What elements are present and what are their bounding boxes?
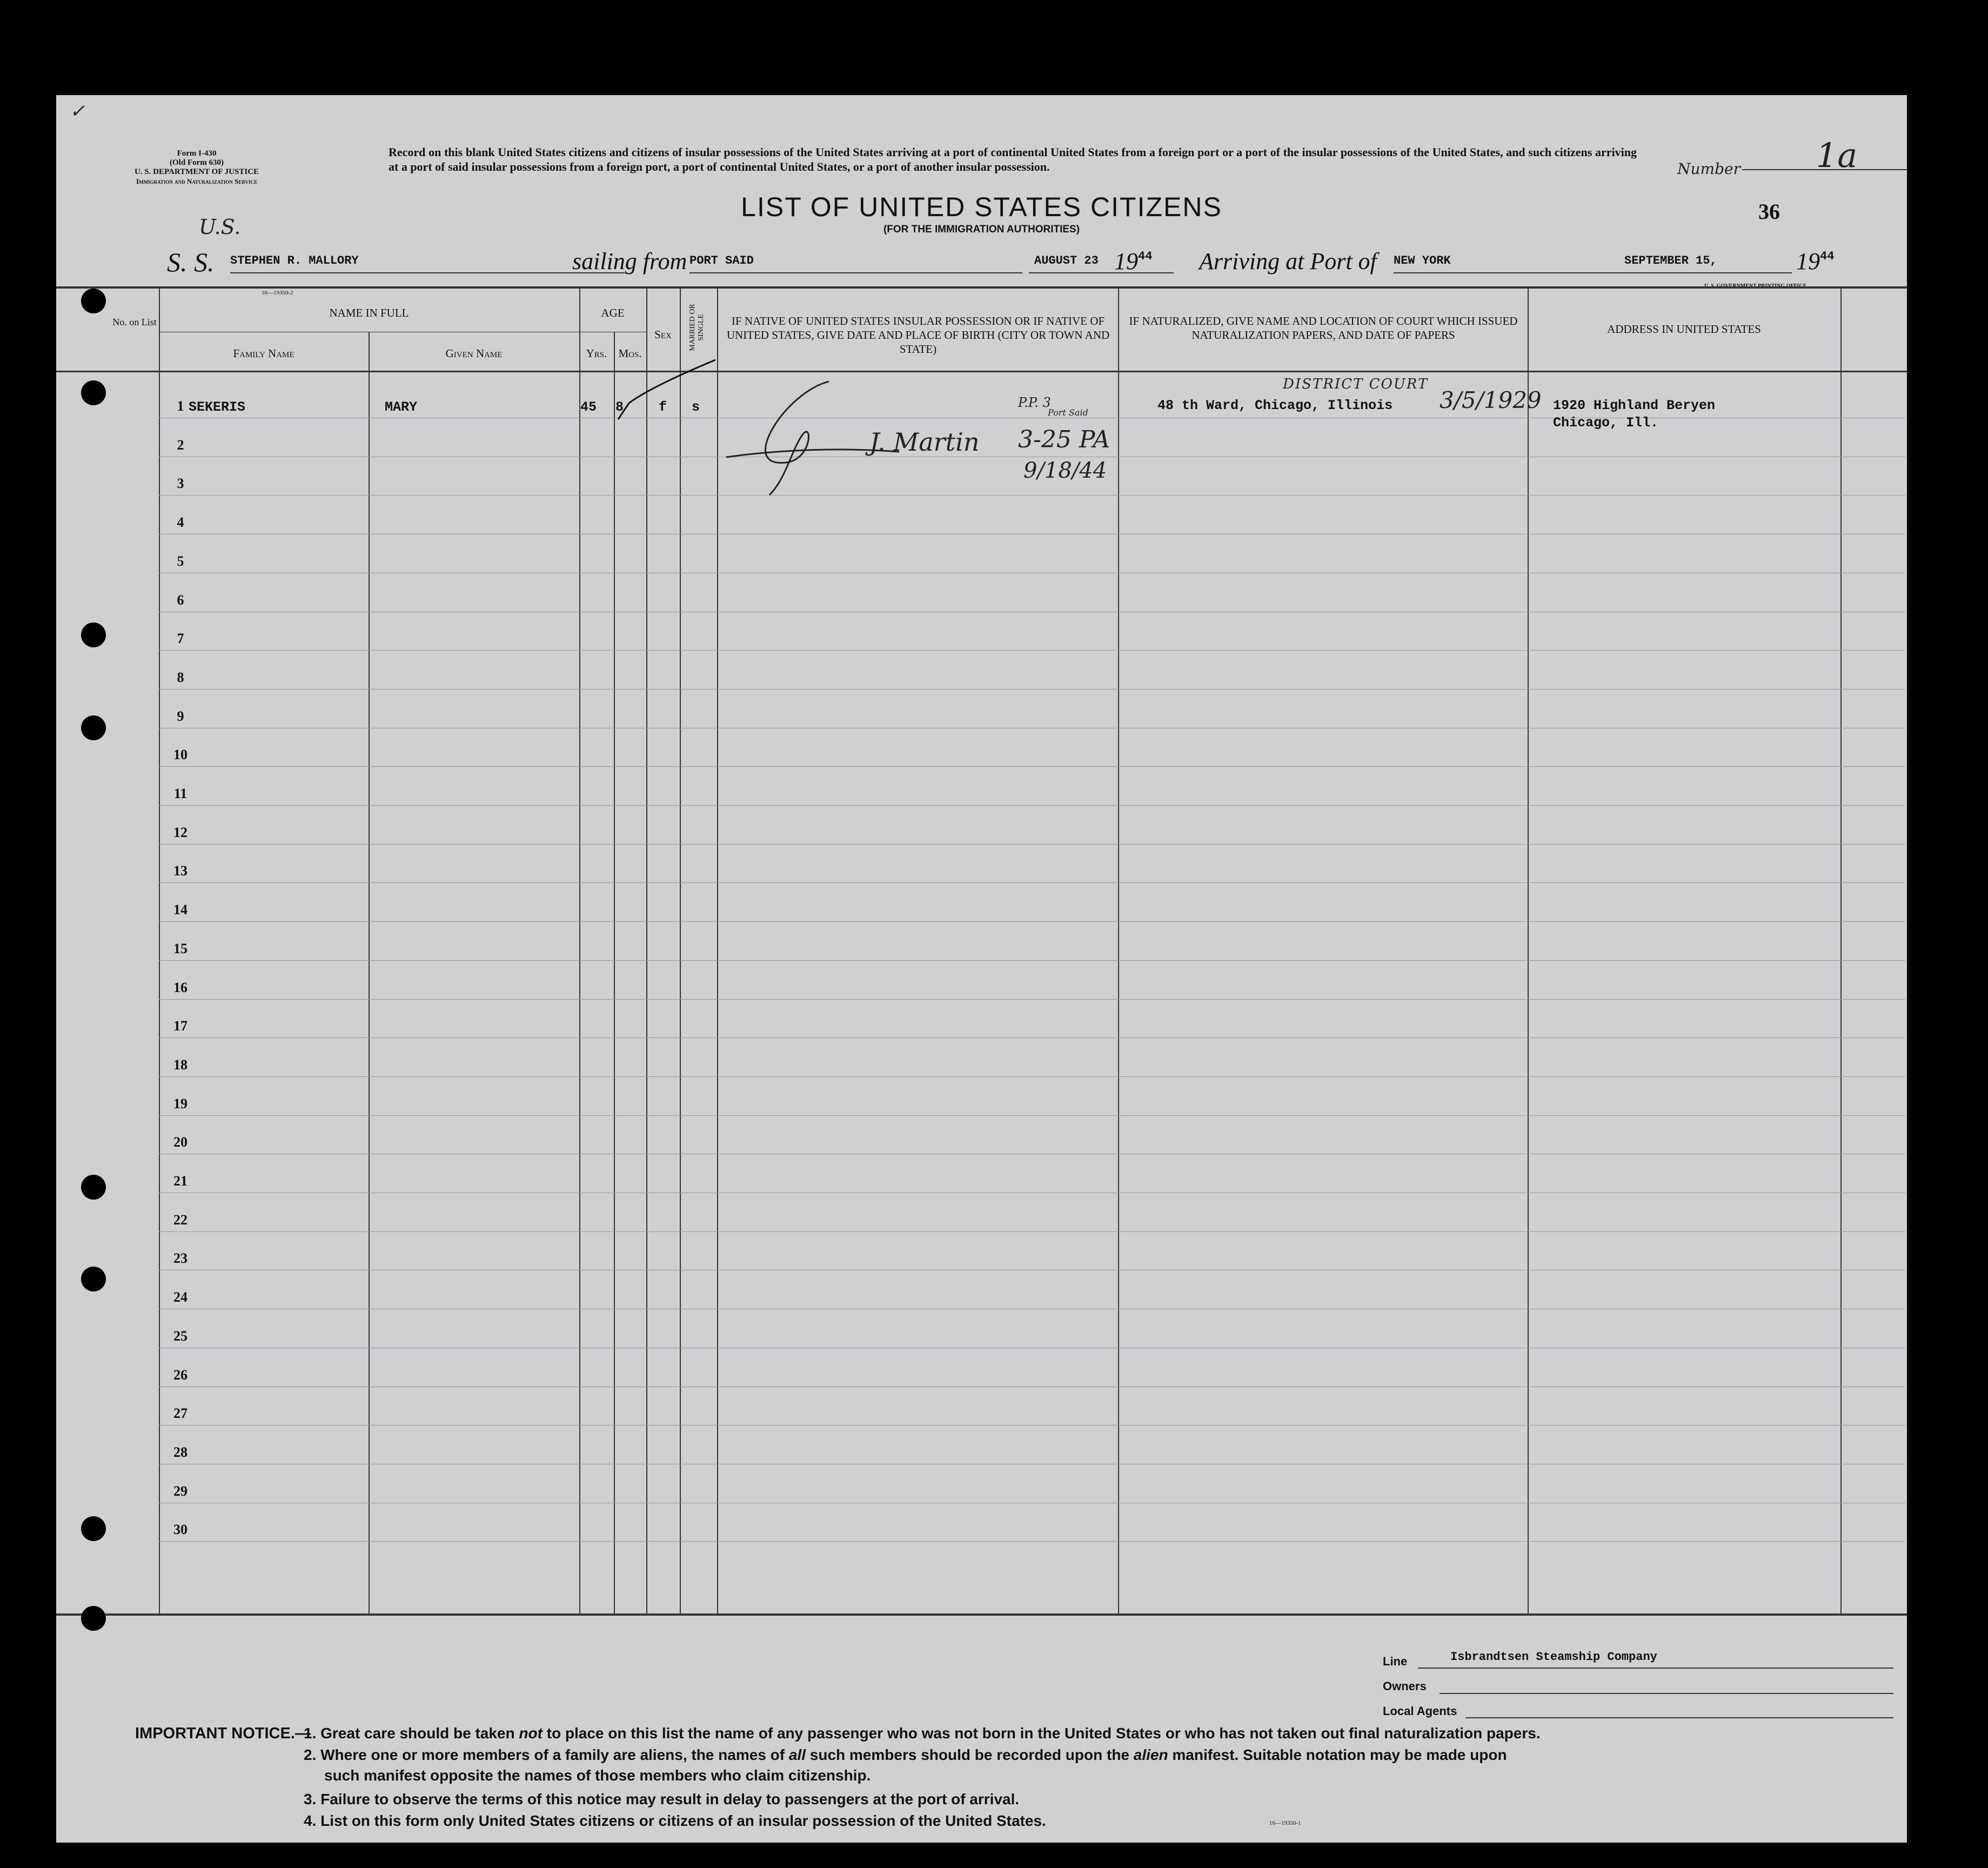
table-top-border xyxy=(56,286,1907,289)
row-number: 12 xyxy=(173,824,188,840)
row-number: 15 xyxy=(173,940,188,956)
form-id: Form I-430 xyxy=(177,149,217,158)
entry-age-months: 8 xyxy=(615,399,624,415)
row-rule xyxy=(159,921,1905,922)
punch-hole xyxy=(81,622,106,647)
row-rule xyxy=(159,1231,1905,1232)
row-rule xyxy=(159,766,1905,767)
notice-item-2 xyxy=(304,1746,1903,1764)
line-value: Isbrandtsen Steamship Company xyxy=(1418,1650,1893,1669)
row-rule xyxy=(159,1076,1905,1077)
row-number: 17 xyxy=(173,1018,188,1034)
header-married: MARRIED OR SINGLE xyxy=(688,304,705,351)
punch-hole xyxy=(81,715,106,740)
owners-line xyxy=(1440,1681,1893,1694)
port-from: PORT SAID xyxy=(690,254,1022,273)
instructions: Record on this blank United States citizens and citizens of insular possessions of the United States arriving at a port of continental United States from a foreign port or a port of the insular possessions of the United States, and such citizens arriving at a port of said insular possessions from a foreign port, a port of continental United States, or a port of another insular possession. xyxy=(389,145,1637,173)
row-rule xyxy=(159,999,1905,1000)
notice-item-3: 3. Failure to observe the terms of this notice may result in delay to passengers at the port of arrival. xyxy=(304,1791,1020,1807)
entry-given-name: MARY xyxy=(385,399,418,415)
header-given-name: Given Name xyxy=(445,347,503,360)
row-number: 2 xyxy=(177,437,184,453)
entry-address-line1: 1920 Highland Beryen xyxy=(1553,398,1716,413)
col-divider-birth xyxy=(1118,286,1119,1616)
row-number: 3 xyxy=(177,476,184,492)
row-rule xyxy=(159,844,1905,845)
row-number: 21 xyxy=(173,1173,188,1189)
row-number: 11 xyxy=(173,786,188,801)
col-divider-address xyxy=(1840,286,1842,1616)
arriving-label: Arriving at Port of xyxy=(1199,248,1377,274)
row-rule xyxy=(159,495,1905,496)
port-to: NEW YORK xyxy=(1394,254,1785,273)
service: Immigration and Naturalization Service xyxy=(136,177,258,185)
ship-name: STEPHEN R. MALLORY xyxy=(230,254,625,273)
punch-hole xyxy=(81,289,106,313)
col-divider-age xyxy=(646,286,647,1616)
col-divider-married xyxy=(717,286,718,1616)
row-number: 29 xyxy=(173,1483,188,1499)
row-number: 8 xyxy=(177,669,184,685)
row-number: 20 xyxy=(173,1134,188,1150)
row-number: 28 xyxy=(173,1444,188,1460)
local-agents-line xyxy=(1465,1705,1893,1718)
form-id-block xyxy=(89,149,305,186)
department: U. S. DEPARTMENT OF JUSTICE xyxy=(134,168,259,176)
row-number: 1 xyxy=(177,398,184,414)
punch-hole xyxy=(81,1267,106,1291)
row-rule xyxy=(159,960,1905,961)
punch-hole xyxy=(81,1516,106,1541)
notice-2-text-mid: such members should be recorded upon the xyxy=(806,1746,1134,1763)
page-subtitle: (FOR THE IMMIGRATION AUTHORITIES) xyxy=(883,224,1080,235)
header-name-in-full: NAME IN FULL xyxy=(329,306,409,319)
col-divider-yrs xyxy=(614,332,615,1616)
notice-2-text: 2. Where one or more members of a family are aliens, the names of xyxy=(304,1746,789,1763)
row-rule xyxy=(159,650,1905,651)
signature-text: J. Martin xyxy=(869,427,980,457)
row-rule xyxy=(159,882,1905,883)
row-number: 9 xyxy=(177,708,184,724)
row-number: 5 xyxy=(177,553,184,569)
arrival-date: SEPTEMBER 15, xyxy=(1619,254,1792,273)
birth-note-code: 3-25 PA xyxy=(1018,426,1110,453)
notice-1-text-end: to place on this list the name of any passenger who was not born in the United States or who has not taken out final naturalization papers. xyxy=(542,1725,1541,1742)
birth-note-pp: P.P. 3 xyxy=(1018,395,1051,410)
notice-1-emphasis: not xyxy=(519,1725,543,1742)
row-number: 18 xyxy=(173,1056,188,1073)
row-number: 10 xyxy=(173,747,188,763)
entry-age-years: 45 xyxy=(580,399,597,415)
row-number: 27 xyxy=(173,1405,188,1422)
entry-married: s xyxy=(692,399,700,415)
header-bottom-border xyxy=(56,371,1907,372)
page-number: 36 xyxy=(1758,199,1780,224)
header-naturalized: IF NATURALIZED, GIVE NAME AND LOCATION OF COURT WHICH ISSUED NATURALIZATION PAPERS, AND DATE OF PAPERS xyxy=(1129,314,1518,342)
page-title: LIST OF UNITED STATES CITIZENS xyxy=(741,192,1222,222)
row-rule xyxy=(159,805,1905,806)
notice-item-1 xyxy=(304,1725,1903,1742)
entry-naturalized: 48 th Ward, Chicago, Illinois xyxy=(1157,398,1393,413)
row-number: 19 xyxy=(173,1095,188,1112)
check-stroke xyxy=(607,354,726,430)
row-rule xyxy=(159,1541,1905,1542)
number-label: Number xyxy=(1677,160,1741,178)
entry-family-name: SEKERIS xyxy=(189,399,246,415)
punch-hole xyxy=(81,380,106,405)
arrival-year: 44 xyxy=(1820,250,1835,263)
table-bottom-border xyxy=(56,1613,1907,1616)
departure-year: 44 xyxy=(1138,250,1153,263)
sailing-from-label: sailing from xyxy=(572,248,687,274)
departure-date: AUGUST 23 xyxy=(1029,254,1174,273)
col-divider-sex xyxy=(680,286,681,1616)
print-code-bottom: 16—19350-1 xyxy=(1269,1820,1301,1826)
notice-2-emphasis-all: all xyxy=(788,1746,806,1763)
local-agents-label: Local Agents xyxy=(1383,1704,1457,1718)
header-mos: Mos. xyxy=(618,347,642,360)
header-birth: IF NATIVE OF UNITED STATES INSULAR POSSESSION OR IF NATIVE OF UNITED STATES, GIVE DATE AND PLACE OF BIRTH (CITY OR TOWN AND STATE) xyxy=(726,314,1110,356)
row-number: 24 xyxy=(173,1289,188,1305)
col-divider-given xyxy=(579,286,580,1616)
row-rule xyxy=(159,1115,1905,1116)
birth-note-port: Port Said xyxy=(1048,407,1088,418)
row-number: 26 xyxy=(173,1367,188,1383)
header-sex: Sex xyxy=(654,328,672,341)
row-number: 16 xyxy=(173,979,188,995)
ss-prefix: U.S. xyxy=(199,215,241,239)
old-form-id: (Old Form 630) xyxy=(170,158,224,167)
col-divider-family xyxy=(369,332,370,1616)
header-no: No. on List xyxy=(112,317,157,327)
row-number: 30 xyxy=(173,1522,188,1538)
col-divider-naturalized xyxy=(1528,286,1529,1616)
arrival-year-prefix: 19 xyxy=(1796,248,1820,274)
row-number: 6 xyxy=(177,592,184,608)
entry-sex: f xyxy=(659,399,667,415)
notice-2-emphasis-alien: alien xyxy=(1133,1746,1168,1763)
header-age: AGE xyxy=(601,306,625,319)
header-family-name: Family Name xyxy=(233,347,294,360)
notice-2-text-end: manifest. Suitable notation may be made upon xyxy=(1168,1746,1507,1763)
row-number: 7 xyxy=(177,631,184,647)
row-number: 4 xyxy=(177,514,184,531)
punch-hole xyxy=(81,1175,106,1200)
notice-heading: IMPORTANT NOTICE.— xyxy=(135,1725,311,1742)
header-address: ADDRESS IN UNITED STATES xyxy=(1607,323,1761,336)
header-yrs: Yrs. xyxy=(586,347,607,360)
ss-label: S. S. xyxy=(167,247,215,277)
number-value: 1a xyxy=(1742,136,1907,170)
entry-naturalized-date: 3/5/1929 xyxy=(1440,387,1542,413)
notice-item-4: 4. List on this form only United States citizens or citizens of an insular possession of the United States. xyxy=(304,1812,1046,1829)
departure-year-prefix: 19 xyxy=(1114,248,1138,274)
row-number: 23 xyxy=(173,1250,188,1267)
manifest-sheet xyxy=(56,95,1907,1843)
check-mark: ✓ xyxy=(70,101,85,122)
row-number: 14 xyxy=(173,902,188,918)
row-rule xyxy=(159,1037,1905,1038)
court-annotation: DISTRICT COURT xyxy=(1283,376,1429,392)
print-code-top: 16—19350-2 xyxy=(262,290,293,296)
entry-address-line2: Chicago, Ill. xyxy=(1553,415,1659,431)
punch-hole xyxy=(81,1606,106,1631)
row-number: 25 xyxy=(173,1328,188,1344)
row-number: 22 xyxy=(173,1211,188,1228)
line-label: Line xyxy=(1383,1655,1408,1668)
owners-label: Owners xyxy=(1383,1679,1427,1693)
notice-1-text: 1. Great care should be taken xyxy=(304,1725,519,1742)
row-number: 13 xyxy=(173,863,188,879)
notice-item-2-continued: such manifest opposite the names of those members who claim citizenship. xyxy=(324,1767,871,1784)
birth-note-date: 9/18/44 xyxy=(1023,458,1107,483)
